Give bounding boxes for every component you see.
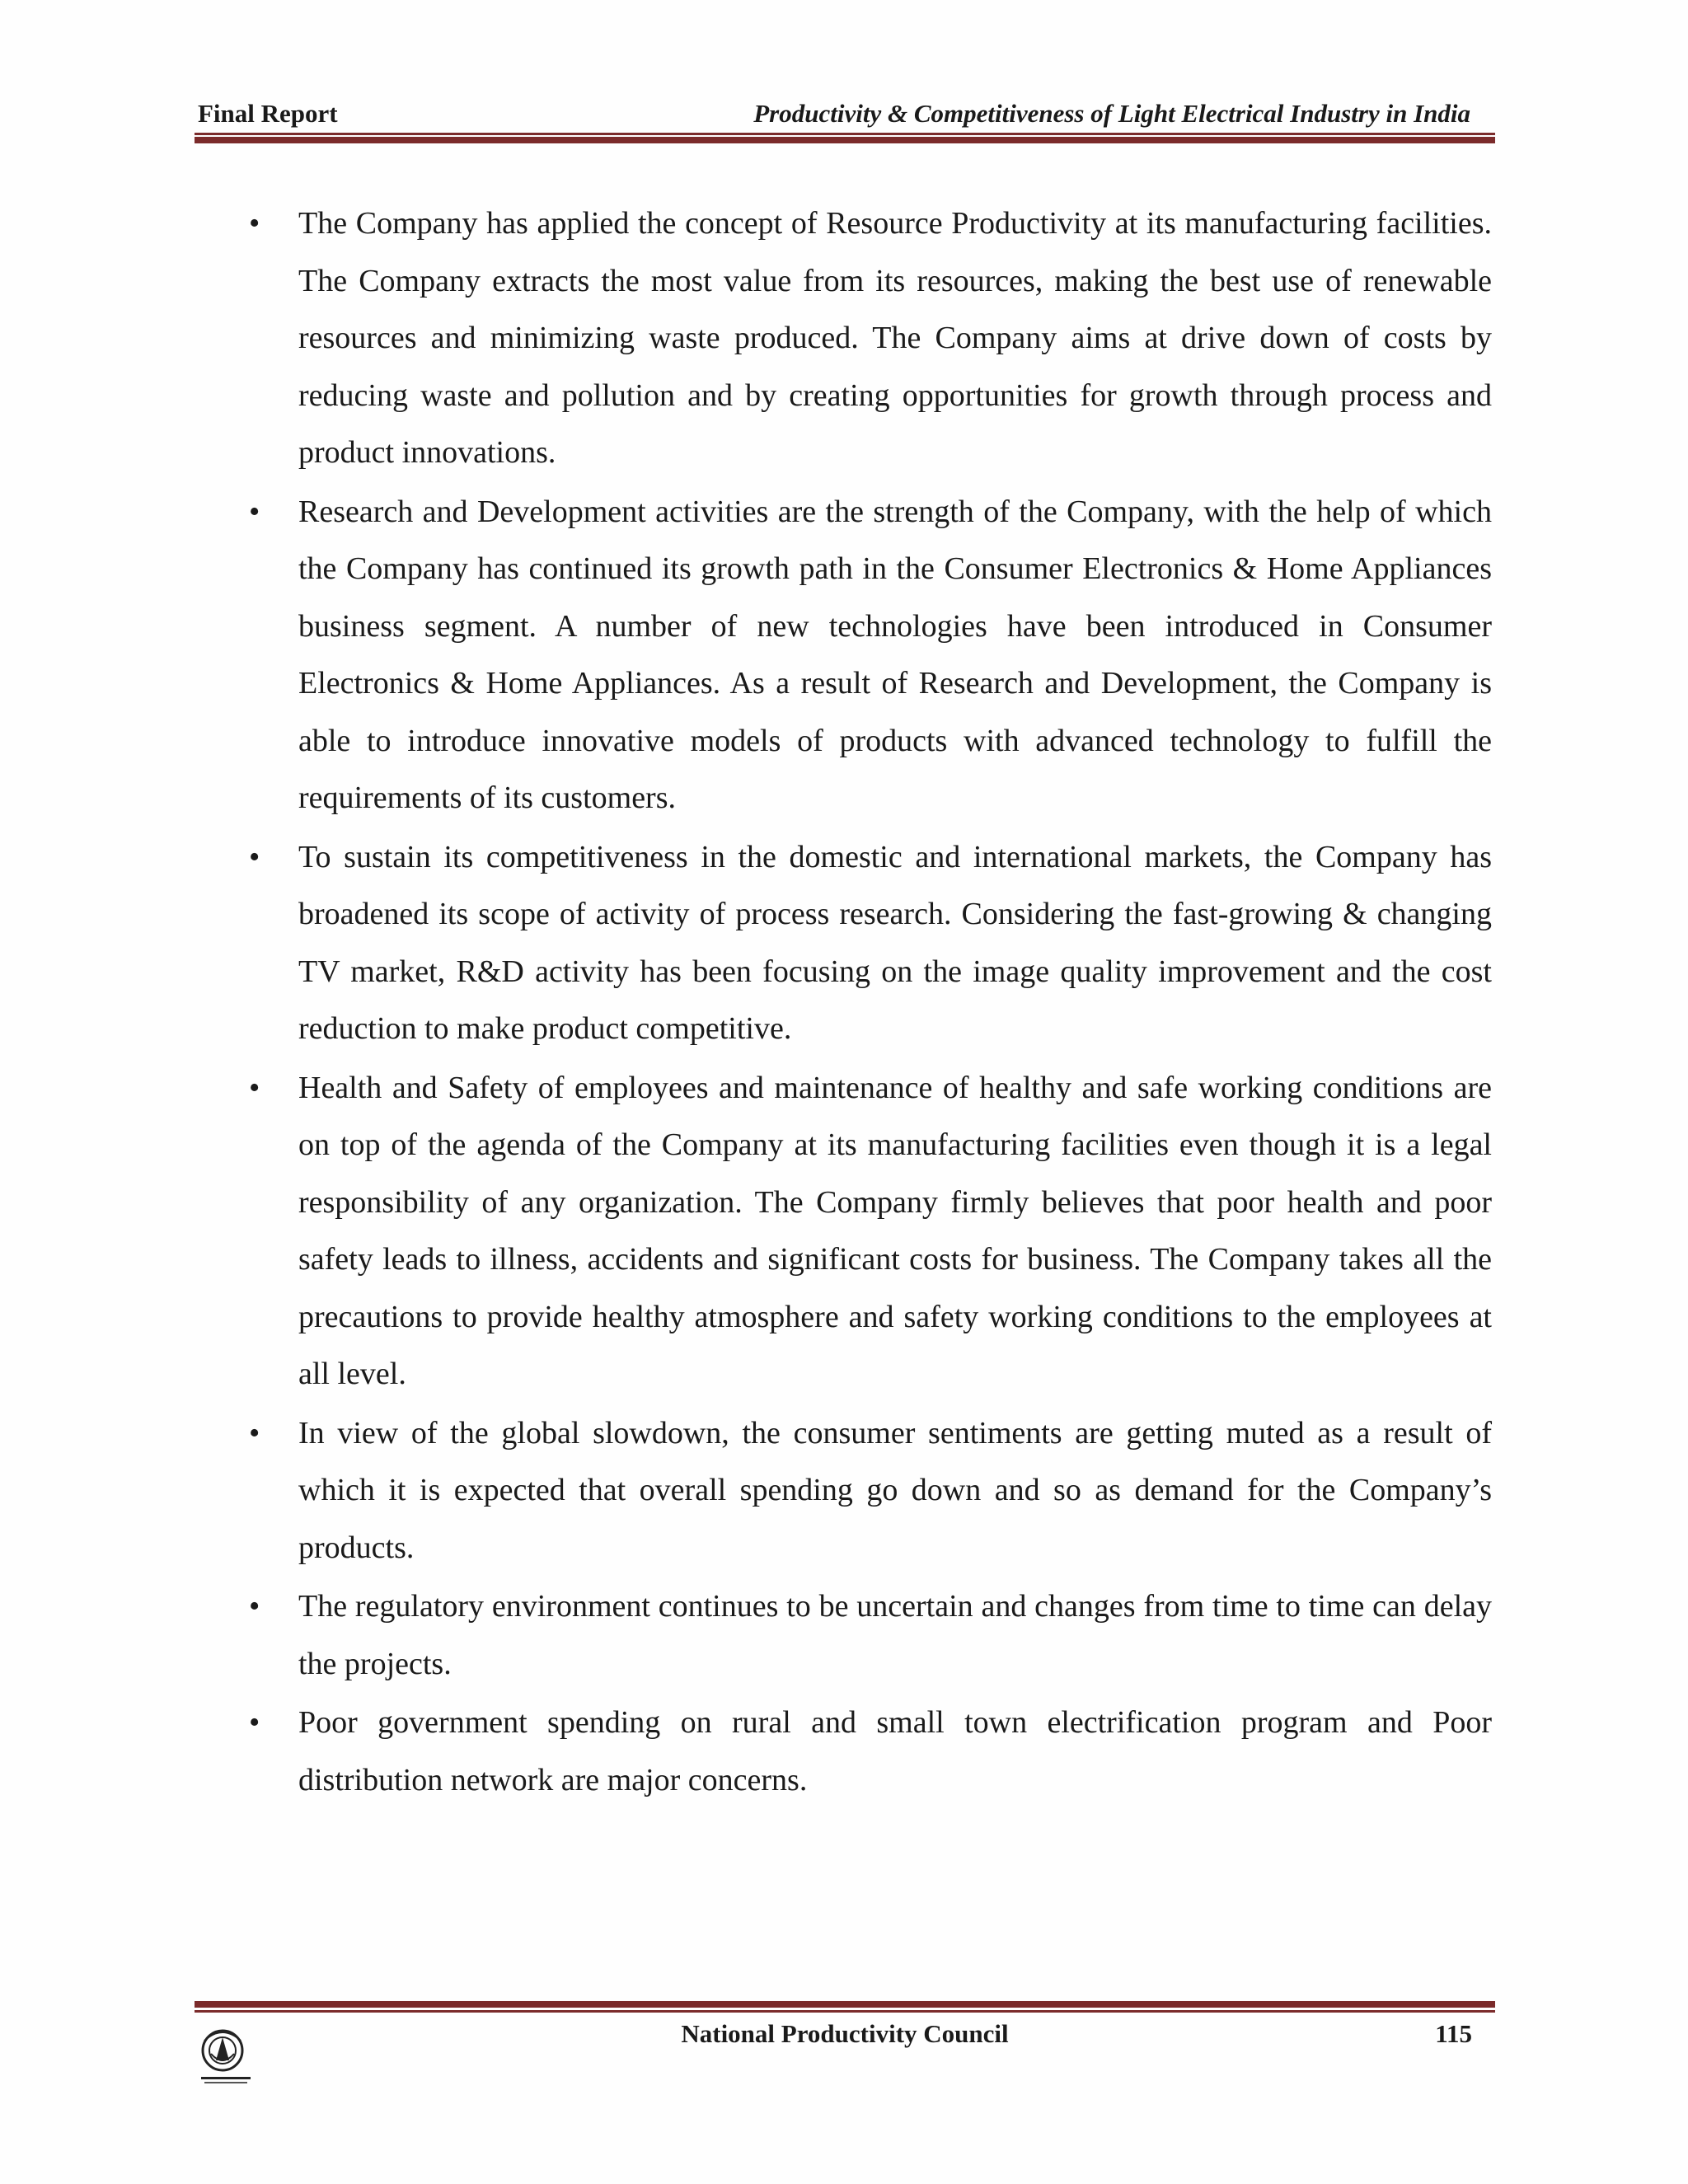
list-item xyxy=(239,195,1492,482)
list-item xyxy=(239,1578,1492,1693)
list-item-text: In view of the global slowdown, the consumer sentiments are getting muted as a result of which it is expected that overall spending go down and so as demand for the Company’s products. xyxy=(298,1415,1492,1565)
bullet-icon: • xyxy=(249,494,260,529)
footer-rule-thin xyxy=(195,2010,1495,2013)
list-item-text: The regulatory environment continues to be uncertain and changes from time to time can delay the projects. xyxy=(298,1589,1492,1681)
page-header xyxy=(198,97,1495,130)
header-rule-thin xyxy=(195,133,1495,135)
bullet-icon: • xyxy=(249,1070,260,1105)
bullet-icon: • xyxy=(249,839,260,874)
footer-organization: National Productivity Council xyxy=(681,2019,1009,2048)
list-item xyxy=(239,484,1492,827)
list-item xyxy=(239,1694,1492,1809)
list-item-text: To sustain its competitiveness in the domestic and international markets, the Company has broadened its scope of activity of process research. Considering the fast-growing & changing TV market, R&D activity has been focusing on the image quality improvement and the cost reduction to make product competitive. xyxy=(298,839,1492,1046)
list-item xyxy=(239,829,1492,1058)
list-item xyxy=(239,1405,1492,1577)
list-item-text: Poor government spending on rural and small town electrification program and Poor distribution network are major concerns. xyxy=(298,1705,1492,1797)
bullet-icon: • xyxy=(249,1705,260,1740)
list-item-text: The Company has applied the concept of Resource Productivity at its manufacturing facilities. The Company extracts the most value from its resources, making the best use of renewable resources and minimizing waste produced. The Company aims at drive down of costs by reducing waste and pollution and by creating opportunities for growth through process and product innovations. xyxy=(298,206,1492,470)
body-content xyxy=(239,195,1492,1811)
list-item-text: Research and Development activities are the strength of the Company, with the help of which the Company has continued its growth path in the Consumer Electronics & Home Appliances business segment. A number of new technologies have been introduced in Consumer Electronics & Home Appliances. As a result of Research and Development, the Company is able to introduce innovative models of products with advanced technology to fulfill the requirements of its customers. xyxy=(298,494,1492,815)
bullet-list xyxy=(239,195,1492,1809)
page-footer xyxy=(195,2016,1495,2052)
header-rule-thick xyxy=(195,137,1495,143)
header-document-title: Productivity & Competitiveness of Light Electrical Industry in India xyxy=(753,99,1470,128)
list-item-text: Health and Safety of employees and maintenance of healthy and safe working conditions are on top of the agenda of the Company at its manufacturing facilities even though it is a legal responsibility of any organization. The Company firmly believes that poor health and poor safety leads to illness, accidents and significant costs for business. The Company takes all the precautions to provide healthy atmosphere and safety working conditions to the employees at all level. xyxy=(298,1070,1492,1391)
bullet-icon: • xyxy=(249,1415,260,1451)
list-item xyxy=(239,1060,1492,1404)
bullet-icon: • xyxy=(249,1589,260,1624)
header-report-title: Final Report xyxy=(198,99,338,128)
footer-rule-thick xyxy=(195,2001,1495,2008)
bullet-icon: • xyxy=(249,206,260,241)
page-number: 115 xyxy=(1435,2019,1472,2048)
